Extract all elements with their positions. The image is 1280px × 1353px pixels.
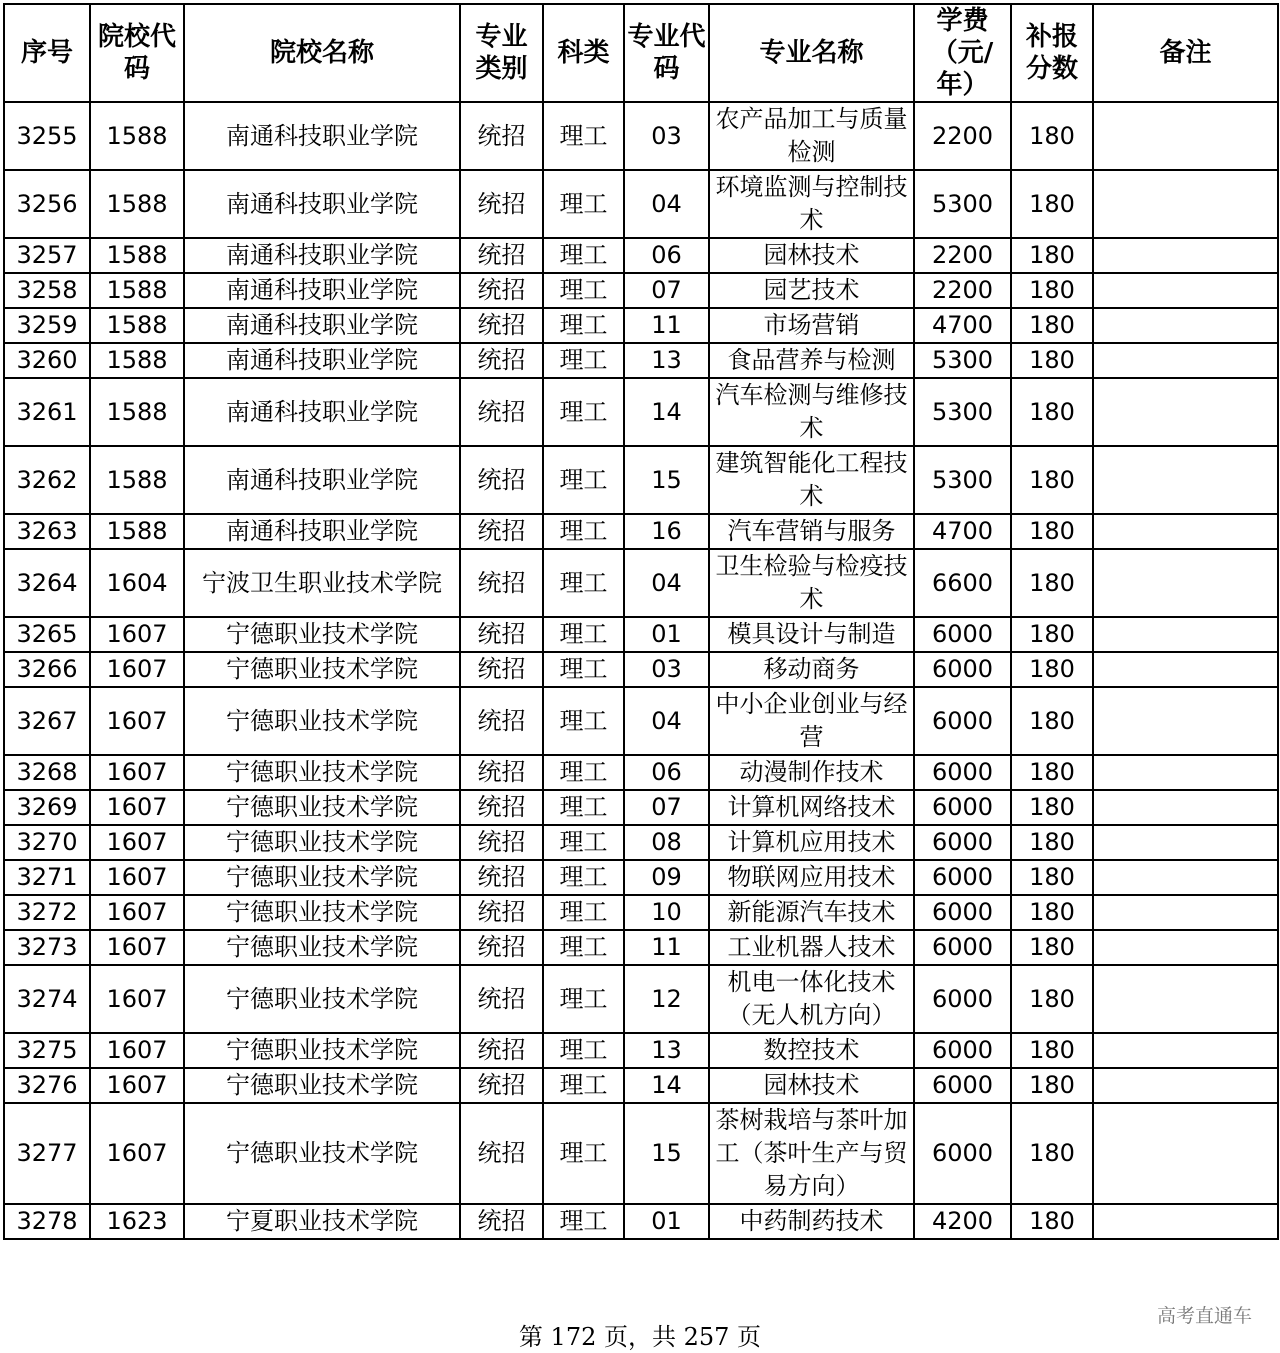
cell-seq: 3270 (4, 825, 90, 860)
cell-major-code: 04 (624, 170, 709, 238)
cell-major-type: 统招 (460, 238, 543, 273)
cell-school-name: 宁德职业技术学院 (184, 825, 460, 860)
cell-major-type: 统招 (460, 1068, 543, 1103)
table-row (4, 755, 1278, 790)
cell-school-code: 1623 (90, 1204, 184, 1239)
cell-category: 理工 (543, 965, 624, 1033)
cell-school-code: 1588 (90, 446, 184, 514)
cell-school-code: 1588 (90, 238, 184, 273)
cell-category: 理工 (543, 1033, 624, 1068)
cell-major-name: 动漫制作技术 (709, 755, 914, 790)
cell-remark (1093, 930, 1278, 965)
cell-remark (1093, 790, 1278, 825)
cell-school-name: 南通科技职业学院 (184, 343, 460, 378)
cell-school-code: 1607 (90, 965, 184, 1033)
cell-major-type: 统招 (460, 965, 543, 1033)
cell-school-code: 1607 (90, 652, 184, 687)
cell-remark (1093, 1033, 1278, 1068)
header-school-name: 院校名称 (184, 4, 460, 102)
cell-seq: 3269 (4, 790, 90, 825)
cell-category: 理工 (543, 238, 624, 273)
cell-school-code: 1588 (90, 273, 184, 308)
header-score: 补报分数 (1011, 4, 1093, 102)
cell-category: 理工 (543, 446, 624, 514)
cell-tuition: 6000 (914, 1068, 1011, 1103)
cell-major-type: 统招 (460, 1204, 543, 1239)
cell-tuition: 6000 (914, 652, 1011, 687)
cell-major-name: 模具设计与制造 (709, 617, 914, 652)
cell-major-type: 统招 (460, 1103, 543, 1204)
cell-tuition: 6000 (914, 860, 1011, 895)
table-row (4, 860, 1278, 895)
cell-seq: 3273 (4, 930, 90, 965)
cell-category: 理工 (543, 860, 624, 895)
cell-school-code: 1607 (90, 930, 184, 965)
cell-category: 理工 (543, 825, 624, 860)
cell-score: 180 (1011, 687, 1093, 755)
cell-school-code: 1588 (90, 102, 184, 170)
table-row (4, 1204, 1278, 1239)
cell-remark (1093, 965, 1278, 1033)
cell-category: 理工 (543, 895, 624, 930)
table-row (4, 446, 1278, 514)
cell-score: 180 (1011, 446, 1093, 514)
cell-school-name: 宁德职业技术学院 (184, 755, 460, 790)
cell-score: 180 (1011, 617, 1093, 652)
cell-school-name: 宁夏职业技术学院 (184, 1204, 460, 1239)
cell-score: 180 (1011, 170, 1093, 238)
watermark-text: 高考直通车 (1156, 1305, 1252, 1327)
cell-major-name: 建筑智能化工程技术 (709, 446, 914, 514)
cell-major-code: 15 (624, 1103, 709, 1204)
cell-tuition: 6000 (914, 1103, 1011, 1204)
cell-major-type: 统招 (460, 755, 543, 790)
table-row (4, 1068, 1278, 1103)
cell-major-name: 农产品加工与质量检测 (709, 102, 914, 170)
cell-school-name: 宁德职业技术学院 (184, 895, 460, 930)
header-major-type: 专业类别 (460, 4, 543, 102)
cell-category: 理工 (543, 687, 624, 755)
cell-major-code: 10 (624, 895, 709, 930)
cell-major-type: 统招 (460, 825, 543, 860)
cell-major-type: 统招 (460, 549, 543, 617)
cell-major-code: 06 (624, 755, 709, 790)
cell-major-name: 计算机应用技术 (709, 825, 914, 860)
cell-seq: 3268 (4, 755, 90, 790)
cell-category: 理工 (543, 378, 624, 446)
cell-tuition: 6000 (914, 965, 1011, 1033)
cell-remark (1093, 102, 1278, 170)
cell-major-type: 统招 (460, 617, 543, 652)
cell-score: 180 (1011, 549, 1093, 617)
cell-major-type: 统招 (460, 102, 543, 170)
cell-score: 180 (1011, 273, 1093, 308)
cell-category: 理工 (543, 514, 624, 549)
cell-category: 理工 (543, 343, 624, 378)
cell-seq: 3278 (4, 1204, 90, 1239)
cell-tuition: 6000 (914, 930, 1011, 965)
cell-school-code: 1607 (90, 860, 184, 895)
cell-school-name: 宁德职业技术学院 (184, 860, 460, 895)
cell-score: 180 (1011, 514, 1093, 549)
cell-major-code: 11 (624, 930, 709, 965)
cell-seq: 3258 (4, 273, 90, 308)
cell-remark (1093, 860, 1278, 895)
table-row (4, 617, 1278, 652)
cell-major-name: 中药制药技术 (709, 1204, 914, 1239)
cell-remark (1093, 825, 1278, 860)
cell-school-name: 宁德职业技术学院 (184, 1103, 460, 1204)
cell-school-code: 1607 (90, 687, 184, 755)
cell-remark (1093, 652, 1278, 687)
cell-score: 180 (1011, 1068, 1093, 1103)
cell-major-type: 统招 (460, 652, 543, 687)
cell-remark (1093, 446, 1278, 514)
cell-remark (1093, 378, 1278, 446)
table-row (4, 790, 1278, 825)
cell-seq: 3257 (4, 238, 90, 273)
cell-seq: 3266 (4, 652, 90, 687)
cell-school-name: 宁德职业技术学院 (184, 1033, 460, 1068)
cell-tuition: 6000 (914, 790, 1011, 825)
cell-school-name: 宁德职业技术学院 (184, 652, 460, 687)
cell-tuition: 5300 (914, 343, 1011, 378)
cell-tuition: 6000 (914, 825, 1011, 860)
cell-seq: 3271 (4, 860, 90, 895)
table-row (4, 1103, 1278, 1204)
cell-category: 理工 (543, 790, 624, 825)
cell-tuition: 2200 (914, 273, 1011, 308)
cell-major-code: 06 (624, 238, 709, 273)
cell-major-type: 统招 (460, 895, 543, 930)
header-remark: 备注 (1093, 4, 1278, 102)
cell-major-name: 食品营养与检测 (709, 343, 914, 378)
cell-tuition: 6000 (914, 617, 1011, 652)
cell-major-name: 园林技术 (709, 1068, 914, 1103)
cell-remark (1093, 343, 1278, 378)
cell-tuition: 6000 (914, 755, 1011, 790)
cell-major-type: 统招 (460, 790, 543, 825)
cell-major-code: 01 (624, 617, 709, 652)
cell-major-code: 14 (624, 1068, 709, 1103)
header-school-code: 院校代码 (90, 4, 184, 102)
cell-seq: 3259 (4, 308, 90, 343)
cell-tuition: 5300 (914, 378, 1011, 446)
cell-major-name: 市场营销 (709, 308, 914, 343)
cell-category: 理工 (543, 308, 624, 343)
cell-major-name: 卫生检验与检疫技术 (709, 549, 914, 617)
cell-major-type: 统招 (460, 273, 543, 308)
cell-school-name: 宁德职业技术学院 (184, 790, 460, 825)
cell-school-code: 1607 (90, 790, 184, 825)
cell-tuition: 4700 (914, 514, 1011, 549)
cell-remark (1093, 1068, 1278, 1103)
cell-school-name: 宁德职业技术学院 (184, 930, 460, 965)
cell-tuition: 6600 (914, 549, 1011, 617)
cell-major-name: 园艺技术 (709, 273, 914, 308)
cell-school-code: 1588 (90, 343, 184, 378)
header-category: 科类 (543, 4, 624, 102)
cell-score: 180 (1011, 1204, 1093, 1239)
cell-major-name: 机电一体化技术（无人机方向） (709, 965, 914, 1033)
cell-major-code: 15 (624, 446, 709, 514)
table-row (4, 238, 1278, 273)
cell-tuition: 5300 (914, 170, 1011, 238)
cell-remark (1093, 1103, 1278, 1204)
cell-major-name: 中小企业创业与经营 (709, 687, 914, 755)
cell-major-code: 04 (624, 687, 709, 755)
cell-school-code: 1588 (90, 514, 184, 549)
cell-major-type: 统招 (460, 378, 543, 446)
cell-major-code: 08 (624, 825, 709, 860)
table-row (4, 170, 1278, 238)
cell-major-name: 移动商务 (709, 652, 914, 687)
cell-tuition: 6000 (914, 895, 1011, 930)
cell-category: 理工 (543, 1204, 624, 1239)
cell-school-name: 南通科技职业学院 (184, 102, 460, 170)
cell-seq: 3261 (4, 378, 90, 446)
cell-major-code: 16 (624, 514, 709, 549)
cell-school-name: 宁德职业技术学院 (184, 1068, 460, 1103)
cell-score: 180 (1011, 965, 1093, 1033)
cell-seq: 3255 (4, 102, 90, 170)
cell-major-code: 03 (624, 652, 709, 687)
cell-score: 180 (1011, 1103, 1093, 1204)
page-footer: 第 172 页，共 257 页 (518, 1323, 762, 1351)
header-major-code: 专业代码 (624, 4, 709, 102)
cell-score: 180 (1011, 860, 1093, 895)
cell-seq: 3263 (4, 514, 90, 549)
cell-school-name: 宁德职业技术学院 (184, 965, 460, 1033)
cell-major-name: 数控技术 (709, 1033, 914, 1068)
cell-seq: 3277 (4, 1103, 90, 1204)
cell-school-name: 南通科技职业学院 (184, 514, 460, 549)
cell-category: 理工 (543, 617, 624, 652)
cell-category: 理工 (543, 652, 624, 687)
cell-school-name: 宁德职业技术学院 (184, 687, 460, 755)
cell-seq: 3264 (4, 549, 90, 617)
cell-seq: 3275 (4, 1033, 90, 1068)
cell-tuition: 4200 (914, 1204, 1011, 1239)
cell-major-name: 茶树栽培与茶叶加工（茶叶生产与贸易方向） (709, 1103, 914, 1204)
cell-seq: 3272 (4, 895, 90, 930)
cell-major-name: 环境监测与控制技术 (709, 170, 914, 238)
table-row (4, 825, 1278, 860)
cell-major-code: 07 (624, 790, 709, 825)
cell-school-name: 南通科技职业学院 (184, 170, 460, 238)
cell-major-type: 统招 (460, 860, 543, 895)
cell-category: 理工 (543, 102, 624, 170)
cell-school-code: 1588 (90, 378, 184, 446)
cell-tuition: 4700 (914, 308, 1011, 343)
table-row (4, 965, 1278, 1033)
cell-remark (1093, 687, 1278, 755)
cell-major-type: 统招 (460, 308, 543, 343)
cell-remark (1093, 895, 1278, 930)
cell-major-code: 03 (624, 102, 709, 170)
cell-major-code: 13 (624, 343, 709, 378)
cell-school-name: 南通科技职业学院 (184, 446, 460, 514)
cell-category: 理工 (543, 170, 624, 238)
cell-major-type: 统招 (460, 446, 543, 514)
cell-school-code: 1588 (90, 308, 184, 343)
cell-major-name: 计算机网络技术 (709, 790, 914, 825)
cell-school-code: 1604 (90, 549, 184, 617)
table-row (4, 930, 1278, 965)
header-major-name: 专业名称 (709, 4, 914, 102)
cell-score: 180 (1011, 930, 1093, 965)
cell-tuition: 5300 (914, 446, 1011, 514)
cell-school-code: 1607 (90, 1068, 184, 1103)
cell-major-name: 汽车营销与服务 (709, 514, 914, 549)
cell-seq: 3267 (4, 687, 90, 755)
table-row (4, 343, 1278, 378)
cell-score: 180 (1011, 343, 1093, 378)
cell-score: 180 (1011, 790, 1093, 825)
cell-tuition: 2200 (914, 238, 1011, 273)
cell-score: 180 (1011, 238, 1093, 273)
cell-major-code: 04 (624, 549, 709, 617)
cell-major-code: 09 (624, 860, 709, 895)
cell-major-type: 统招 (460, 514, 543, 549)
cell-remark (1093, 273, 1278, 308)
cell-major-type: 统招 (460, 1033, 543, 1068)
cell-school-name: 南通科技职业学院 (184, 308, 460, 343)
cell-major-code: 07 (624, 273, 709, 308)
cell-major-type: 统招 (460, 930, 543, 965)
cell-category: 理工 (543, 1103, 624, 1204)
cell-remark (1093, 1204, 1278, 1239)
table-row (4, 308, 1278, 343)
cell-school-code: 1607 (90, 895, 184, 930)
table-row (4, 549, 1278, 617)
cell-category: 理工 (543, 1068, 624, 1103)
cell-score: 180 (1011, 1033, 1093, 1068)
cell-major-type: 统招 (460, 343, 543, 378)
cell-seq: 3256 (4, 170, 90, 238)
cell-remark (1093, 170, 1278, 238)
cell-school-name: 宁德职业技术学院 (184, 617, 460, 652)
cell-score: 180 (1011, 378, 1093, 446)
cell-major-code: 11 (624, 308, 709, 343)
cell-school-name: 南通科技职业学院 (184, 378, 460, 446)
table-row (4, 687, 1278, 755)
cell-remark (1093, 308, 1278, 343)
cell-school-name: 南通科技职业学院 (184, 238, 460, 273)
cell-school-code: 1607 (90, 617, 184, 652)
cell-category: 理工 (543, 755, 624, 790)
cell-remark (1093, 514, 1278, 549)
cell-seq: 3262 (4, 446, 90, 514)
admission-table (3, 3, 1279, 1240)
cell-school-code: 1607 (90, 755, 184, 790)
table-row (4, 378, 1278, 446)
cell-tuition: 6000 (914, 1033, 1011, 1068)
cell-tuition: 6000 (914, 687, 1011, 755)
cell-school-code: 1588 (90, 170, 184, 238)
header-row (4, 4, 1278, 102)
cell-major-code: 14 (624, 378, 709, 446)
cell-score: 180 (1011, 895, 1093, 930)
cell-major-name: 物联网应用技术 (709, 860, 914, 895)
cell-major-name: 新能源汽车技术 (709, 895, 914, 930)
cell-school-code: 1607 (90, 1103, 184, 1204)
cell-major-code: 12 (624, 965, 709, 1033)
cell-school-code: 1607 (90, 825, 184, 860)
cell-remark (1093, 617, 1278, 652)
cell-remark (1093, 755, 1278, 790)
cell-major-type: 统招 (460, 170, 543, 238)
table-row (4, 102, 1278, 170)
header-seq: 序号 (4, 4, 90, 102)
cell-score: 180 (1011, 755, 1093, 790)
cell-score: 180 (1011, 308, 1093, 343)
cell-seq: 3265 (4, 617, 90, 652)
cell-score: 180 (1011, 825, 1093, 860)
cell-major-name: 园林技术 (709, 238, 914, 273)
cell-major-code: 01 (624, 1204, 709, 1239)
cell-school-name: 南通科技职业学院 (184, 273, 460, 308)
table-row (4, 895, 1278, 930)
cell-score: 180 (1011, 652, 1093, 687)
header-tuition: 学费（元/年） (914, 4, 1011, 102)
cell-seq: 3274 (4, 965, 90, 1033)
table-row (4, 1033, 1278, 1068)
cell-remark (1093, 238, 1278, 273)
cell-category: 理工 (543, 930, 624, 965)
table-row (4, 273, 1278, 308)
table-row (4, 652, 1278, 687)
cell-school-code: 1607 (90, 1033, 184, 1068)
cell-remark (1093, 549, 1278, 617)
cell-school-name: 宁波卫生职业技术学院 (184, 549, 460, 617)
cell-seq: 3276 (4, 1068, 90, 1103)
cell-major-code: 13 (624, 1033, 709, 1068)
cell-score: 180 (1011, 102, 1093, 170)
table-row (4, 514, 1278, 549)
cell-major-name: 工业机器人技术 (709, 930, 914, 965)
cell-seq: 3260 (4, 343, 90, 378)
cell-category: 理工 (543, 549, 624, 617)
cell-category: 理工 (543, 273, 624, 308)
cell-major-type: 统招 (460, 687, 543, 755)
cell-major-name: 汽车检测与维修技术 (709, 378, 914, 446)
cell-tuition: 2200 (914, 102, 1011, 170)
